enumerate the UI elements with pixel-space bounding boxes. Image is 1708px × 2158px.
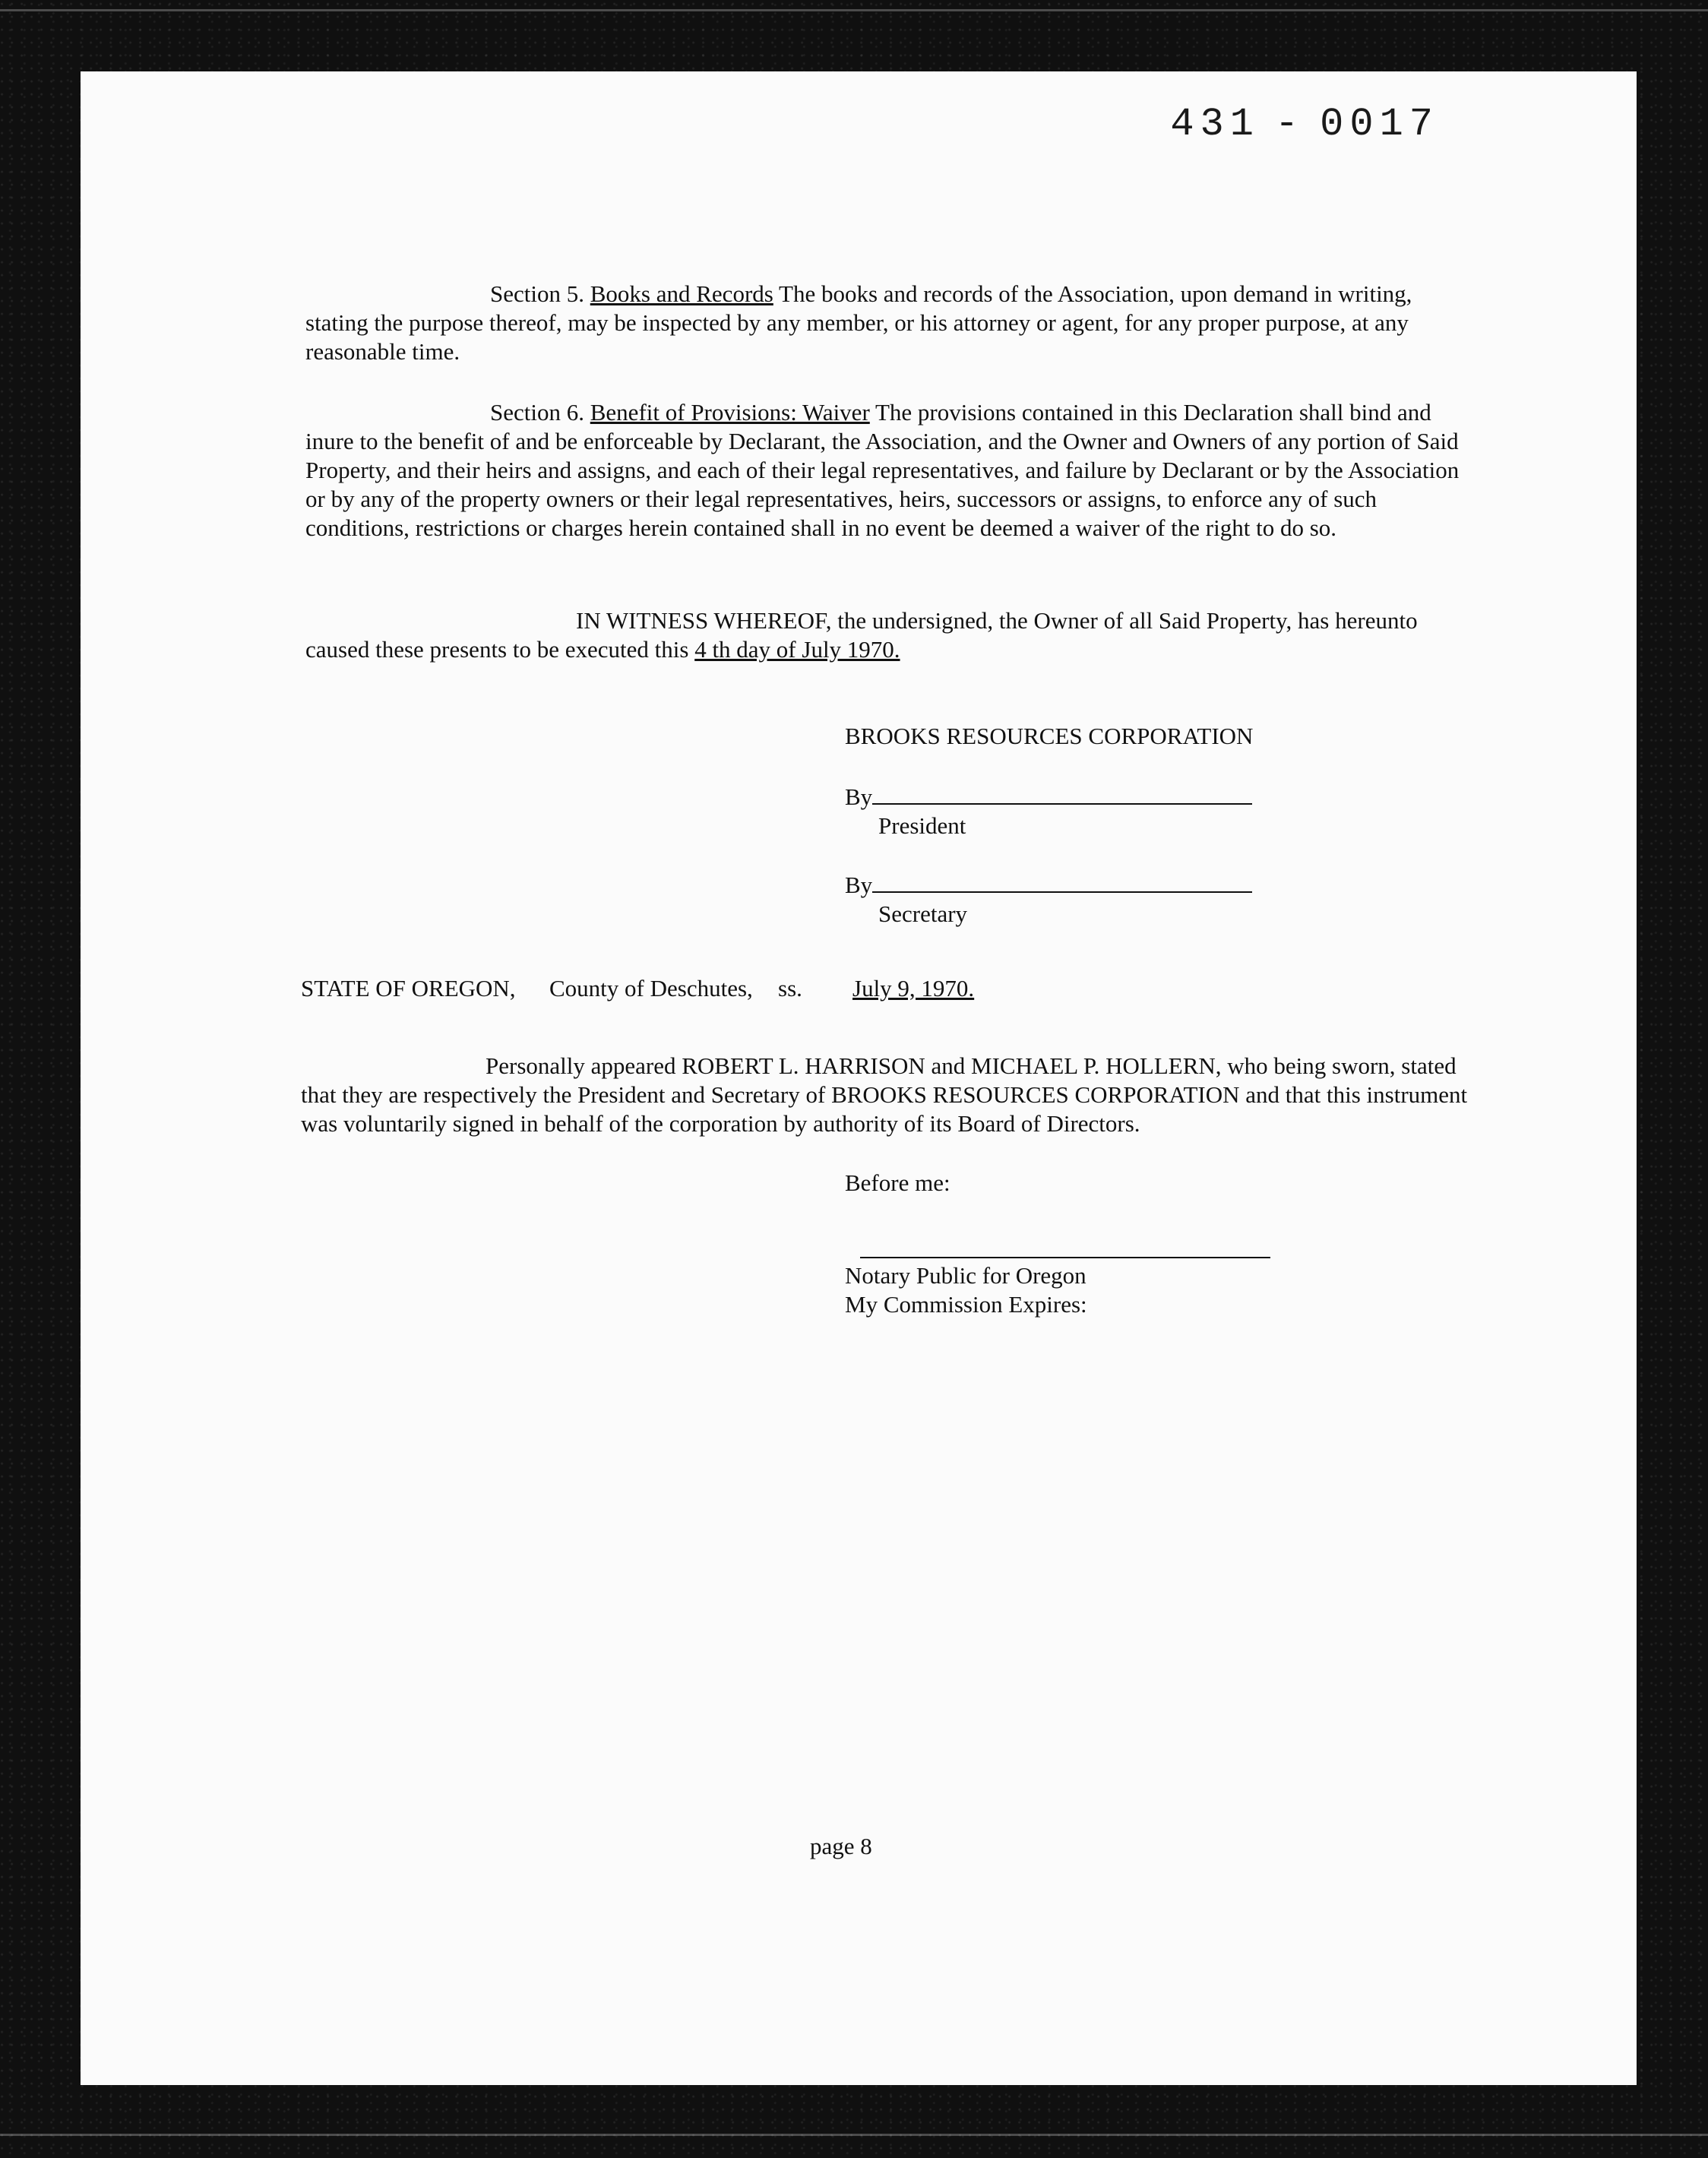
- company-name: BROOKS RESOURCES CORPORATION: [845, 723, 1254, 749]
- by-label: By: [845, 872, 873, 898]
- section-5-label: Section 5.: [490, 280, 584, 307]
- document-number-right: 0017: [1320, 102, 1439, 147]
- section-5-paragraph: [305, 280, 1476, 366]
- document-number-dash: -: [1274, 102, 1305, 147]
- secretary-title: Secretary: [878, 900, 968, 927]
- section-5-title: Books and Records: [590, 280, 773, 307]
- acknowledgment-text: Personally appeared ROBERT L. HARRISON and MICHAEL P. HOLLERN, who being sworn, stated that they are respectively the President and Secretary of BROOKS RESOURCES CORPORATION and that this instrument was voluntarily signed in behalf of the corporation by authority of its Board of Directors.: [301, 1052, 1468, 1137]
- witness-paragraph: [305, 606, 1476, 664]
- section-6-title: Benefit of Provisions: Waiver: [590, 399, 870, 426]
- signature-line: [872, 785, 1252, 805]
- acknowledgment-date: July 9, 1970.: [852, 975, 975, 1001]
- by-label: By: [845, 783, 873, 810]
- notary-signature-line: [860, 1257, 1270, 1258]
- president-signature-line: [845, 783, 1252, 812]
- before-me-label: Before me:: [845, 1169, 950, 1196]
- witness-text: IN WITNESS WHEREOF, the undersigned, the Owner of all Said Property, has hereunto caused these presents to be executed this: [305, 607, 1418, 663]
- document-number-left: 431: [1170, 102, 1260, 147]
- execution-date: 4 th day of July 1970.: [694, 636, 900, 663]
- acknowledgment-paragraph: [301, 1052, 1486, 1138]
- commission-expires: My Commission Expires:: [845, 1291, 1087, 1318]
- county-label: County of Deschutes,: [549, 975, 753, 1001]
- section-6-text: The provisions contained in this Declaration shall bind and inure to the benefit of and be enforceable by Declarant, the Association, and the Owner and Owners of any portion of Said Property, and their heirs and assigns, and each of their legal representatives, and failure by Declarant or by the Association or by any of the property owners or their legal representatives, heirs, successors or assigns, to enforce any of such conditions, restrictions or charges herein contained shall in no event be deemed a waiver of the right to do so.: [305, 399, 1460, 541]
- document-page: [81, 71, 1637, 2085]
- notary-title: Notary Public for Oregon: [845, 1262, 1086, 1289]
- state-of-oregon: STATE OF OREGON,: [301, 975, 516, 1001]
- signature-line: [872, 873, 1252, 893]
- page-number: page 8: [810, 1833, 872, 1859]
- section-6-label: Section 6.: [490, 399, 584, 426]
- president-title: President: [878, 812, 966, 839]
- ss-label: ss.: [778, 975, 802, 1001]
- document-number: [1170, 102, 1439, 147]
- section-5-text: The books and records of the Association, upon demand in writing, stating the purpose thereof, may be inspected by any member, or his attorney or agent, for any proper purpose, at any reasonable time.: [305, 280, 1412, 365]
- secretary-signature-line: [845, 871, 1252, 900]
- section-6-paragraph: [305, 398, 1476, 543]
